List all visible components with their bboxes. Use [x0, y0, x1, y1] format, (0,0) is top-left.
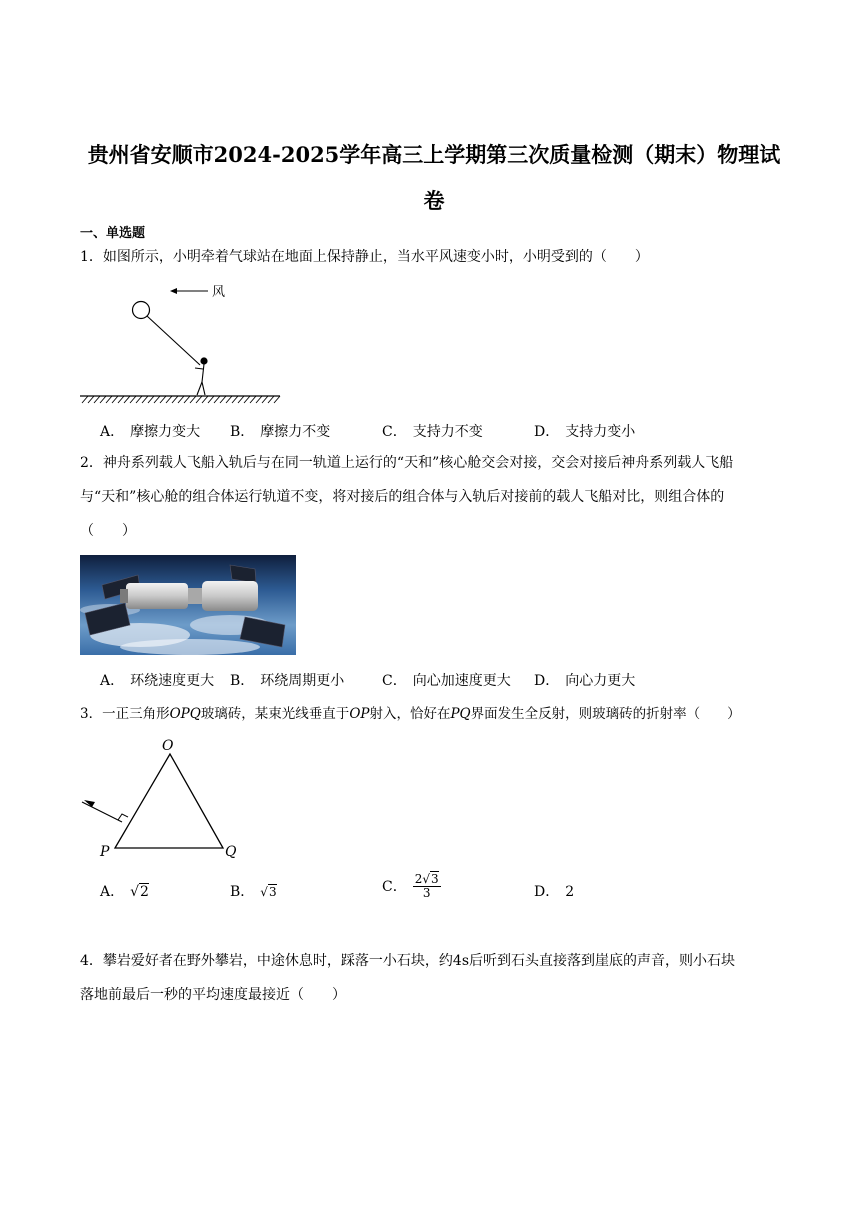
ground-hatch — [118, 396, 124, 403]
var-pq: PQ — [450, 706, 471, 722]
option-a[interactable]: A． 摩擦力变大 — [100, 424, 201, 440]
light-ray — [82, 802, 122, 822]
option-d[interactable]: D． 2 — [534, 884, 575, 900]
option-d[interactable]: D． 向心力更大 — [534, 673, 636, 689]
triangle-opq — [115, 754, 223, 848]
balloon-string — [147, 316, 200, 365]
ground-hatch — [172, 396, 178, 403]
right-angle-mark — [118, 814, 128, 820]
question-2-line-3: （ ） — [80, 523, 136, 539]
label-p: P — [100, 844, 110, 860]
ground-hatch — [166, 396, 172, 403]
ground-hatch — [196, 396, 202, 403]
ground-hatch — [202, 396, 208, 403]
ground-hatch — [142, 396, 148, 403]
page-title — [60, 132, 808, 224]
question-2-line-1: 2．神舟系列载人飞船入轨后与在同一轨道上运行的“天和”核心舱交会对接，交会对接后神舟系列载人飞船 — [80, 455, 734, 471]
ground-hatch — [208, 396, 214, 403]
ground-hatch — [82, 396, 88, 403]
question-4-line-2: 落地前最后一秒的平均速度最接近（ ） — [80, 987, 346, 1003]
ground-hatch — [232, 396, 238, 403]
var-opq: OPQ — [169, 706, 201, 722]
ground-hatch — [130, 396, 136, 403]
question-2-stem — [80, 446, 792, 548]
title-line-1: 贵州省安顺市2024-2025学年高三上学期第三次质量检测（期末）物理试 — [87, 142, 781, 167]
question-3-options — [100, 872, 800, 910]
option-c[interactable]: C． 支持力不变 — [382, 424, 483, 440]
option-d[interactable]: D． 支持力变小 — [534, 424, 636, 440]
ground-hatch — [136, 396, 142, 403]
question-3-stem: 3．一正三角形OPQ玻璃砖，某束光线垂直于OP射入，恰好在PQ界面发生全反射，则玻璃砖的折射率（ ） — [80, 706, 741, 722]
question-2-options — [100, 670, 800, 694]
ground-hatch — [190, 396, 196, 403]
ground-hatch — [220, 396, 226, 403]
option-b[interactable]: B． √3 — [230, 884, 277, 900]
ground-hatch — [250, 396, 256, 403]
ground-hatch — [94, 396, 100, 403]
section-heading: 一、单选题 — [80, 226, 146, 241]
person-head — [200, 357, 207, 364]
question-1-options — [100, 421, 800, 445]
option-c[interactable]: C． $\frac{2√3}{3}$ — [382, 872, 439, 900]
option-a[interactable]: A． 环绕速度更大 — [100, 673, 215, 689]
space-station-photo — [80, 555, 296, 655]
ground-hatch — [268, 396, 274, 403]
option-b[interactable]: B． 摩擦力不变 — [230, 424, 331, 440]
ground-hatch — [88, 396, 94, 403]
question-3-figure — [78, 736, 248, 860]
ground-hatch — [184, 396, 190, 403]
ground-hatch — [112, 396, 118, 403]
title-line-2: 卷 — [423, 188, 445, 213]
wind-arrowhead — [170, 288, 177, 294]
question-2-line-2: 与“天和”核心舱的组合体运行轨道不变，将对接后的组合体与入轨后对接前的载人飞船对比，则组合体的 — [80, 489, 725, 505]
question-1-figure — [78, 282, 288, 404]
ground-hatch — [256, 396, 262, 403]
ground-hatch — [148, 396, 154, 403]
ground-hatch — [154, 396, 160, 403]
ground-hatch — [214, 396, 220, 403]
ground-hatch — [238, 396, 244, 403]
ground-hatch — [274, 396, 280, 403]
label-q: Q — [225, 844, 237, 860]
var-op: OP — [349, 706, 370, 722]
question-4-stem — [80, 944, 792, 1012]
ground-hatch — [106, 396, 112, 403]
ground-hatch — [226, 396, 232, 403]
ground-hatch — [160, 396, 166, 403]
question-4-line-1: 4．攀岩爱好者在野外攀岩，中途休息时，踩落一小石块，约4s后听到石头直接落到崖底的声音，则小石块 — [80, 953, 735, 969]
ground-hatch — [124, 396, 130, 403]
ground-hatch — [244, 396, 250, 403]
ground-hatch — [262, 396, 268, 403]
option-b[interactable]: B． 环绕周期更小 — [230, 673, 345, 689]
question-1-stem: 1．如图所示，小明牵着气球站在地面上保持静止，当水平风速变小时，小明受到的（ ） — [80, 249, 649, 265]
label-o: O — [162, 738, 174, 754]
ground-hatch — [178, 396, 184, 403]
balloon — [133, 302, 150, 319]
option-a[interactable]: A． √2 — [100, 884, 149, 900]
ground-hatch — [100, 396, 106, 403]
option-c[interactable]: C． 向心加速度更大 — [382, 673, 511, 689]
wind-label: 风 — [212, 285, 226, 300]
